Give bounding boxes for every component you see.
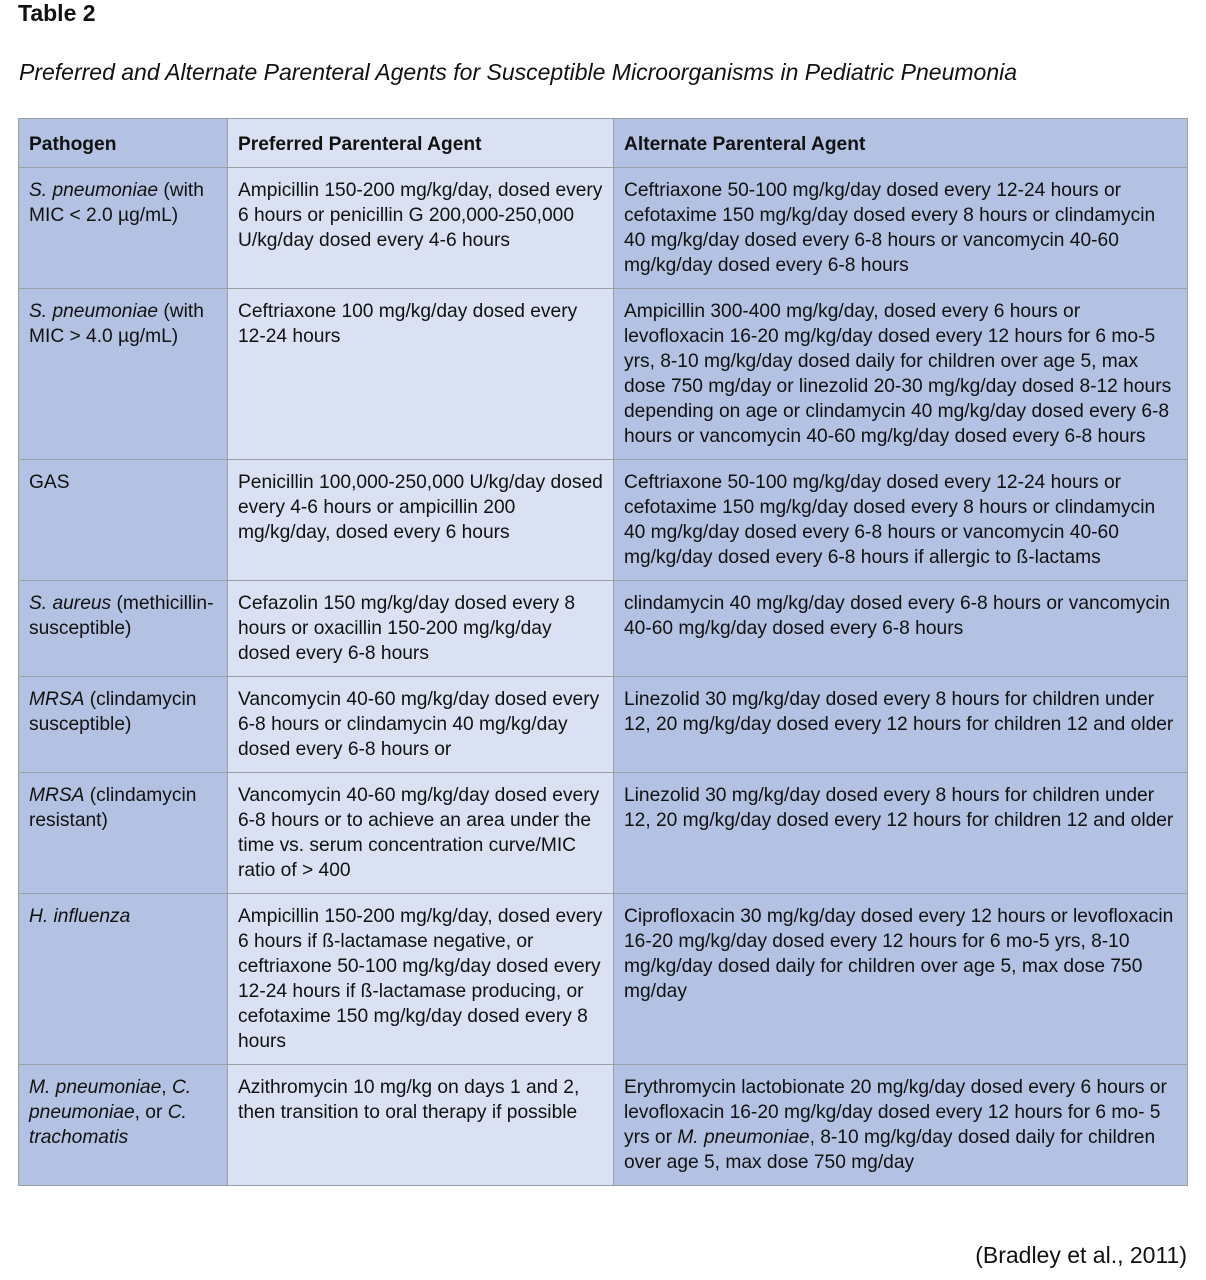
italic-text: H. influenza	[29, 906, 131, 927]
pathogen-cell	[19, 1065, 228, 1186]
preferred-agent-cell: Ceftriaxone 100 mg/kg/day dosed every 12-24 hours	[228, 289, 614, 460]
alternate-agent-cell	[614, 581, 1188, 677]
alternate-agent-cell	[614, 168, 1188, 289]
text-segment: Linezolid 30 mg/kg/day dosed every 8 hours for children under 12, 20 mg/kg/day dosed every 12 hours for children 12 and older	[624, 689, 1174, 735]
header-pathogen: Pathogen	[19, 119, 228, 168]
text-segment: Ceftriaxone 50-100 mg/kg/day dosed every 12-24 hours or cefotaxime 150 mg/kg/day dosed every 8 hours or clindamycin 40 mg/kg/day dosed every 6-8 hours or vancomycin 40-60 mg/kg/day dosed every 6-8 hours	[624, 180, 1156, 276]
italic-text: S. aureus	[29, 593, 112, 614]
table-body	[19, 168, 1188, 1186]
text-segment: , or	[134, 1102, 168, 1123]
text-segment: ,	[161, 1077, 172, 1098]
text-segment: Erythromycin lactobionate 20 mg/kg/day dosed every 6 hours or levofloxacin 16-20 mg/kg/day dosed every 12 hours for 6 mo- 5 yrs or	[624, 1077, 1167, 1148]
preferred-agent-cell: Ampicillin 150-200 mg/kg/day, dosed every 6 hours if ß-lactamase negative, or ceftriaxone 50-100 mg/kg/day dosed every 12-24 hours if ß-lactamase producing, or cefotaxime 150 mg/kg/day dosed every 8 hours	[228, 894, 614, 1065]
pathogen-cell	[19, 773, 228, 894]
antibiotic-table	[18, 118, 1188, 1186]
table-row	[19, 773, 1188, 894]
alternate-agent-cell	[614, 1065, 1188, 1186]
preferred-agent-cell: Ampicillin 150-200 mg/kg/day, dosed every 6 hours or penicillin G 200,000-250,000 U/kg/day dosed every 4-6 hours	[228, 168, 614, 289]
pathogen-cell	[19, 168, 228, 289]
italic-text: M. pneumoniae	[29, 1077, 162, 1098]
pathogen-cell	[19, 460, 228, 581]
text-segment: Linezolid 30 mg/kg/day dosed every 8 hours for children under 12, 20 mg/kg/day dosed every 12 hours for children 12 and older	[624, 785, 1174, 831]
italic-text: C. pneumoniae	[29, 1077, 192, 1123]
citation: (Bradley et al., 2011)	[975, 1242, 1187, 1268]
table-row	[19, 289, 1188, 460]
alternate-agent-cell	[614, 773, 1188, 894]
italic-text: MRSA	[29, 785, 85, 806]
preferred-agent-cell: Vancomycin 40-60 mg/kg/day dosed every 6-8 hours or clindamycin 40 mg/kg/day dosed every 6-8 hours or	[228, 677, 614, 773]
alternate-agent-cell	[614, 460, 1188, 581]
italic-text: C. trachomatis	[29, 1102, 187, 1148]
text-segment: (methicillin-susceptible)	[29, 593, 214, 639]
pathogen-cell	[19, 677, 228, 773]
text-segment: GAS	[29, 472, 70, 493]
alternate-agent-cell	[614, 289, 1188, 460]
table-row	[19, 460, 1188, 581]
italic-text: MRSA	[29, 689, 85, 710]
table-row	[19, 894, 1188, 1065]
pathogen-cell	[19, 894, 228, 1065]
text-segment: (with MIC > 4.0 µg/mL)	[29, 301, 204, 347]
pathogen-cell	[19, 289, 228, 460]
preferred-agent-cell: Cefazolin 150 mg/kg/day dosed every 8 hours or oxacillin 150-200 mg/kg/day dosed every 6-8 hours	[228, 581, 614, 677]
italic-text: S. pneumoniae	[29, 301, 159, 322]
preferred-agent-cell: Penicillin 100,000-250,000 U/kg/day dosed every 4-6 hours or ampicillin 200 mg/kg/day, dosed every 6 hours	[228, 460, 614, 581]
italic-text: S. pneumoniae	[29, 180, 159, 201]
text-segment: (clindamycin susceptible)	[29, 689, 197, 735]
table-header-row	[19, 119, 1188, 168]
text-segment: Ceftriaxone 50-100 mg/kg/day dosed every 12-24 hours or cefotaxime 150 mg/kg/day dosed every 8 hours or clindamycin 40 mg/kg/day dosed every 6-8 hours or vancomycin 40-60 mg/kg/day dosed every 6-8 hours if allergic to ß-lactams	[624, 472, 1156, 568]
table-row	[19, 168, 1188, 289]
text-segment: Ampicillin 300-400 mg/kg/day, dosed every 6 hours or levofloxacin 16-20 mg/kg/day dosed every 12 hours for 6 mo-5 yrs, 8-10 mg/kg/day dosed daily for children over age 5, max dose 750 mg/day or linezolid 20-30 mg/kg/day dosed 8-12 hours depending on age or clindamycin 40 mg/kg/day dosed every 6-8 hours or vancomycin 40-60 mg/kg/day dosed every 6-8 hours	[624, 301, 1172, 447]
preferred-agent-cell: Vancomycin 40-60 mg/kg/day dosed every 6-8 hours or to achieve an area under the time vs. serum concentration curve/MIC ratio of > 400	[228, 773, 614, 894]
italic-text: M. pneumoniae	[677, 1127, 810, 1148]
table-row	[19, 677, 1188, 773]
text-segment: (clindamycin resistant)	[29, 785, 197, 831]
preferred-agent-cell: Azithromycin 10 mg/kg on days 1 and 2, then transition to oral therapy if possible	[228, 1065, 614, 1186]
table-row	[19, 1065, 1188, 1186]
text-segment: Ciprofloxacin 30 mg/kg/day dosed every 12 hours or levofloxacin 16-20 mg/kg/day dosed every 12 hours for 6 mo-5 yrs, 8-10 mg/kg/day dosed daily for children over age 5, max dose 750 mg/day	[624, 906, 1174, 1002]
pathogen-cell	[19, 581, 228, 677]
table-row	[19, 581, 1188, 677]
text-segment: clindamycin 40 mg/kg/day dosed every 6-8 hours or vancomycin 40-60 mg/kg/day dosed every 6-8 hours	[624, 593, 1171, 639]
table-label: Table 2	[18, 0, 96, 26]
alternate-agent-cell	[614, 677, 1188, 773]
header-preferred-agent: Preferred Parenteral Agent	[228, 119, 614, 168]
text-segment: , 8-10 mg/kg/day dosed daily for children over age 5, max dose 750 mg/day	[624, 1127, 1156, 1173]
table-caption: Preferred and Alternate Parenteral Agents for Susceptible Microorganisms in Pediatric Pneumonia	[19, 59, 1018, 85]
header-alternate-agent: Alternate Parenteral Agent	[614, 119, 1188, 168]
text-segment: (with MIC < 2.0 µg/mL)	[29, 180, 204, 226]
alternate-agent-cell	[614, 894, 1188, 1065]
